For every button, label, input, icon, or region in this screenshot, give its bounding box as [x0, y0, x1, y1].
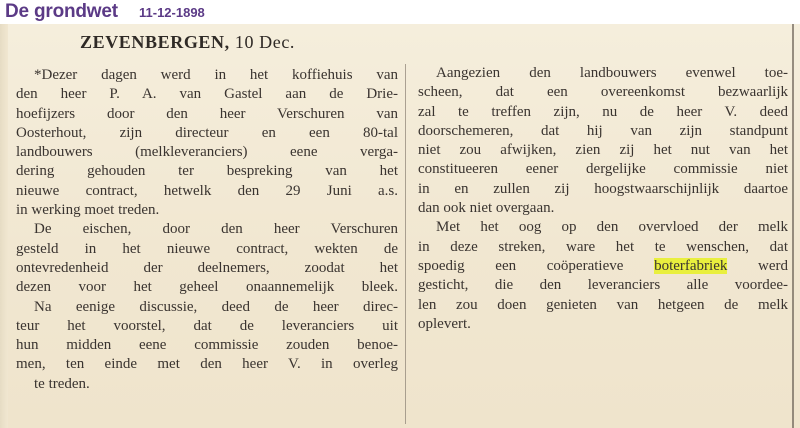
article-column-right: [418, 64, 788, 334]
publication-date: 11-12-1898: [139, 5, 205, 20]
text-line: den heer P. A. van Gastel aan de Drie-: [16, 86, 398, 103]
article-headline: [80, 32, 295, 53]
text-line: ontevredenheid der deelnemers, zoodat het: [16, 259, 398, 276]
text-fragment: spoedig een coöperatieve: [418, 257, 624, 274]
text-line: landbouwers (melkleveranciers) eene verga-: [16, 144, 398, 161]
text-line: gesticht, die den leveranciers alle voordee-: [418, 277, 788, 294]
headline-place: ZEVENBERGEN,: [80, 32, 230, 52]
newspaper-title[interactable]: De grondwet: [5, 1, 118, 22]
text-line: in en zullen zij hoogstwaarschijnlijk daartoe: [418, 180, 788, 197]
headline-date: 10 Dec.: [234, 32, 296, 52]
article-column-left: [16, 66, 398, 394]
text-line: te treden.: [34, 375, 90, 392]
column-rule-right: [792, 24, 794, 428]
paper-edge: [0, 24, 8, 428]
text-line: gesteld in het nieuwe contract, wekten de: [16, 240, 398, 257]
text-line: in werking moet treden.: [16, 202, 160, 219]
text-line: dan ook niet overgaan.: [418, 200, 555, 217]
column-divider: [405, 64, 406, 424]
text-line: De eischen, door den heer Verschuren: [34, 221, 398, 238]
text-fragment: werd: [758, 257, 789, 274]
text-line: scheen, dat een overeenkomst bezwaarlijk: [418, 84, 788, 101]
text-line: nieuwe contract, hetwelk den 29 Juni a.s.: [16, 182, 398, 199]
text-line: Na eenige discussie, deed de heer direc-: [34, 298, 398, 315]
text-line: zal te treffen zijn, nu de heer V. deed: [418, 103, 788, 120]
text-line: teur het voorstel, dat de leveranciers uit: [16, 317, 398, 334]
text-line: oplevert.: [418, 315, 471, 332]
text-line: in deze streken, ware het te wenschen, dat: [418, 238, 788, 255]
text-line: len zou doen genieten van hetgeen de melk: [418, 296, 788, 313]
text-line: hun midden eene commissie zouden benoe-: [16, 337, 398, 354]
text-line: Met het oog op den overvloed der melk: [436, 219, 788, 236]
text-line: Oosterhout, zijn directeur en een 80-tal: [16, 124, 398, 141]
text-line: constitueeren eener dergelijke commissie niet: [418, 161, 788, 178]
text-line: men, ten einde met den heer V. in overleg: [16, 356, 398, 373]
text-line: doorschemeren, dat hij van zijn standpunt: [418, 122, 788, 139]
text-line: dezen voor het geheel onaannemelijk bleek.: [16, 279, 398, 296]
text-line: niet zou afwijken, zien zij het nut van het: [418, 142, 788, 159]
text-line: hoefijzers door den heer Verschuren van: [16, 105, 398, 122]
text-line: dering gehouden ter bespreking van het: [16, 163, 398, 180]
clipping-header: [0, 0, 800, 24]
search-highlight: boterfabriek: [654, 257, 728, 274]
text-line: *Dezer dagen werd in het koffiehuis van: [34, 67, 398, 83]
text-line-highlight: [418, 257, 788, 276]
text-line: Aangezien den landbouwers evenwel toe-: [436, 65, 788, 81]
newspaper-clipping: [0, 24, 800, 428]
